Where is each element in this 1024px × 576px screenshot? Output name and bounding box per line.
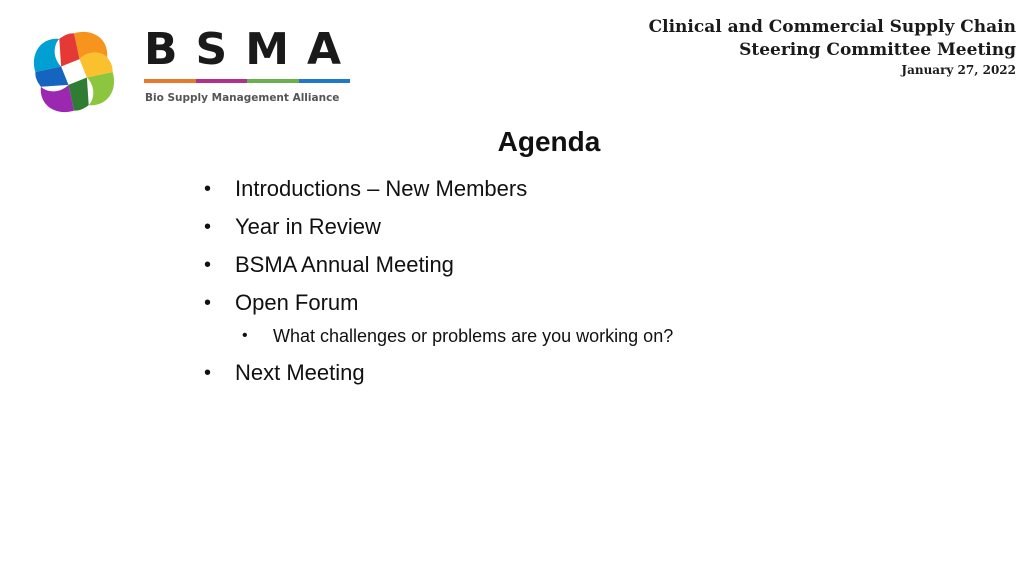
header-line-2: Steering Committee Meeting: [739, 40, 1016, 60]
agenda-item: [204, 246, 673, 284]
agenda-subitem: [204, 324, 673, 348]
agenda-title: Agenda: [497, 126, 601, 157]
agenda-item-label: Introductions – New Members: [235, 176, 528, 201]
logo-color-bar: [144, 79, 350, 83]
agenda-subitem-label: What challenges or problems are you working on?: [273, 326, 674, 346]
header-line-1: Clinical and Commercial Supply Chain: [648, 17, 1016, 37]
bullet-icon: •: [204, 292, 212, 314]
bullet-icon: •: [204, 362, 212, 384]
agenda-item: [204, 170, 673, 208]
color-bar-segment-green: [247, 79, 299, 83]
meeting-date: January 27, 2022: [901, 63, 1016, 77]
agenda-item-label: Next Meeting: [235, 360, 365, 385]
bullet-icon: •: [204, 178, 212, 200]
agenda-item: [204, 354, 673, 392]
meeting-header: [649, 16, 1016, 79]
agenda-item-label: Open Forum: [235, 290, 359, 315]
bullet-icon: •: [242, 327, 248, 344]
agenda-item-label: Year in Review: [235, 214, 381, 239]
agenda-item: [204, 284, 673, 322]
bullet-icon: •: [204, 216, 212, 238]
color-bar-segment-orange: [144, 79, 196, 83]
bullet-icon: •: [204, 254, 212, 276]
color-bar-segment-blue: [299, 79, 351, 83]
agenda-list: [204, 170, 673, 392]
agenda-item: [204, 208, 673, 246]
color-bar-segment-magenta: [196, 79, 248, 83]
bsma-logo-mark-icon: [28, 26, 120, 118]
logo-tagline: Bio Supply Management Alliance: [145, 92, 340, 104]
logo-wordmark: BSMA: [144, 24, 360, 75]
agenda-item-label: BSMA Annual Meeting: [235, 252, 454, 277]
